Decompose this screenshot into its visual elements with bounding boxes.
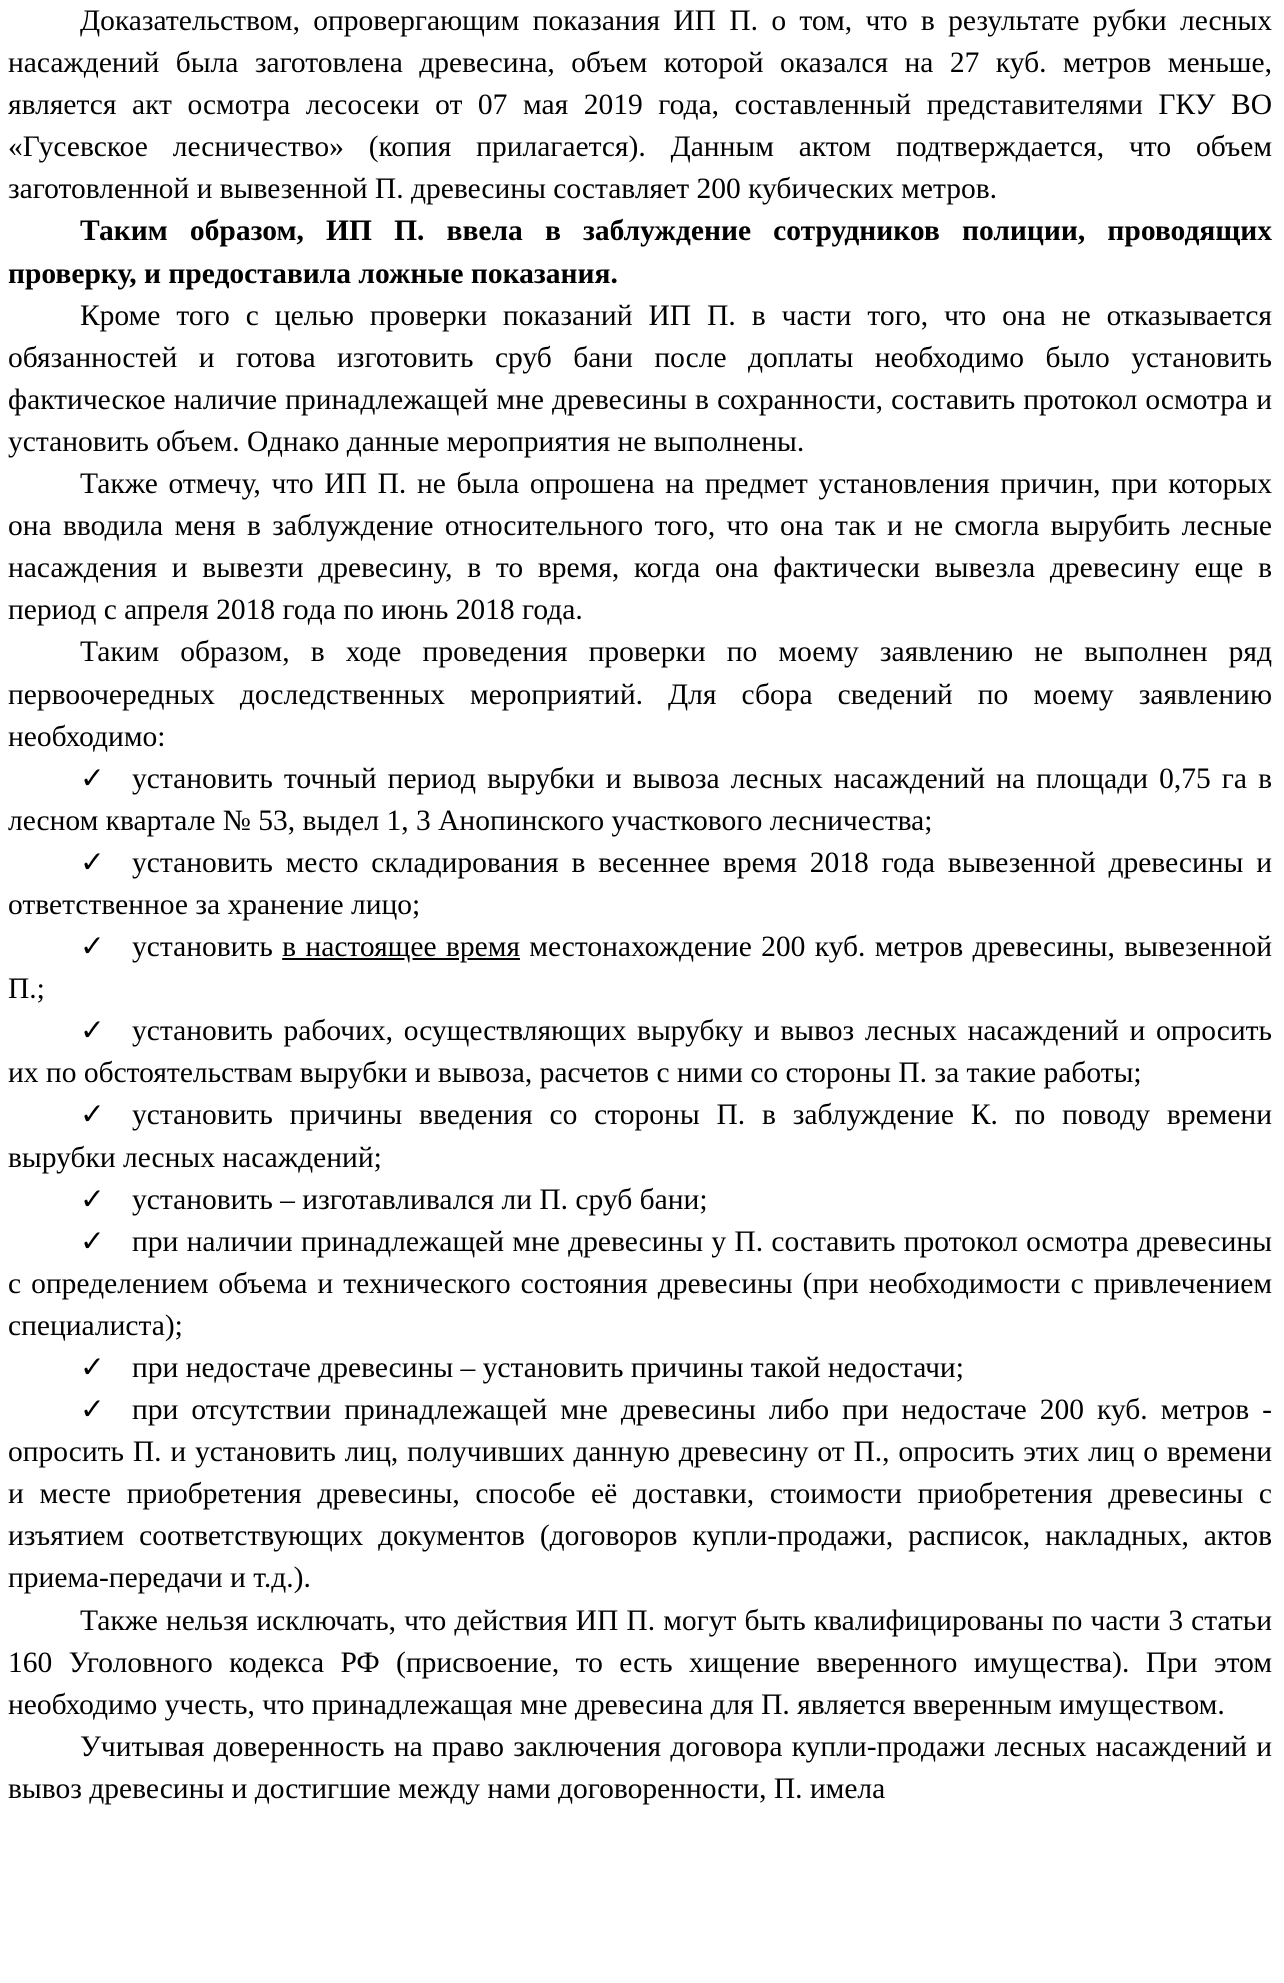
checkmark-icon: ✓ <box>80 846 105 879</box>
checkmark-icon: ✓ <box>80 931 105 964</box>
paragraph-article-160: Также нельзя исключать, что действия ИП П. могут быть квалифицированы по части 3 статьи 160 Уголовного кодекса РФ (присвоение, то есть хищение вверенного имущества). При этом необходимо учесть, что принадлежащая мне древесина для П. является вверенным имуществом. <box>8 1604 1272 1721</box>
list-item <box>8 1010 1272 1094</box>
checkmark-icon: ✓ <box>80 1015 105 1048</box>
checkmark-icon: ✓ <box>80 1225 105 1258</box>
list-item-text: при наличии принадлежащей мне древесины у П. составить протокол осмотра древесины с определением объема и технического состояния древесины (при необходимости с привлечением специалиста); <box>8 1225 1272 1342</box>
list-item <box>8 842 1272 926</box>
paragraph-not-questioned: Также отмечу, что ИП П. не была опрошена на предмет установления причин, при которых она вводила меня в заблуждение относительного того, что она так и не смогла вырубить лесные насаждения и вывезти древесину, в то время, когда она фактически вывезла древесину еще в период с апреля 2018 года по июнь 2018 года. <box>8 468 1272 627</box>
list-item-text-after: местонахождение 200 куб. метров древесины, вывезенной П.; <box>8 931 1273 1006</box>
checkmark-icon: ✓ <box>80 1099 105 1132</box>
list-item-text: при недостаче древесины – установить причины такой недостачи; <box>132 1352 964 1384</box>
checkmark-icon: ✓ <box>80 1352 105 1384</box>
list-item-text: установить – изготавливался ли П. сруб бани; <box>132 1183 708 1216</box>
list-item <box>8 1221 1272 1347</box>
list-item <box>8 1389 1272 1599</box>
list-item-text: установить причины введения со стороны П. в заблуждение К. по поводу времени вырубки лесных насаждений; <box>8 1099 1272 1174</box>
checkmark-icon: ✓ <box>80 1183 105 1216</box>
list-item <box>8 758 1272 842</box>
list-item-text: установить точный период вырубки и вывоза лесных насаждений на площади 0,75 га в лесном квартале № 53, выдел 1, 3 Анопинского участкового лесничества; <box>8 762 1272 837</box>
checkmark-icon: ✓ <box>80 762 105 795</box>
list-item-underlined-text: в настоящее время <box>282 931 520 964</box>
list-item <box>8 1347 1272 1389</box>
checkmark-icon: ✓ <box>80 1394 105 1427</box>
list-item-text: установить рабочих, осуществляющих вырубку и вывоз лесных насаждений и опросить их по обстоятельствам вырубки и вывоза, расчетов с ними со стороны П. за такие работы; <box>8 1015 1272 1090</box>
paragraph-measures-needed: Таким образом, в ходе проведения проверки по моему заявлению не выполнен ряд первоочередных доследственных мероприятий. Для сбора сведений по моему заявлению необходимо: <box>8 636 1272 753</box>
list-item-text: при отсутствии принадлежащей мне древесины либо при недостаче 200 куб. метров - опросить П. и установить лиц, получивших данную древесину от П., опросить этих лиц о времени и месте приобретения древесины, способе её доставки, стоимости приобретения древесины с изъятием соответствующих документов (договоров купли-продажи, расписок, накладных, актов приема-передачи и т.д.). <box>8 1394 1272 1595</box>
paragraph-verification: Кроме того с целью проверки показаний ИП П. в части того, что она не отказывается обязанностей и готова изготовить сруб бани после доплаты необходимо было установить фактическое наличие принадлежащей мне древесины в сохранности, составить протокол осмотра и установить объем. Однако данные мероприятия не выполнены. <box>8 299 1272 458</box>
list-item-text: установить место складирования в весеннее время 2018 года вывезенной древесины и ответственное за хранение лицо; <box>8 846 1272 921</box>
list-item <box>8 1094 1272 1178</box>
list-item <box>8 926 1272 1010</box>
list-item <box>8 1179 1272 1221</box>
paragraph-conclusion-bold: Таким образом, ИП П. ввела в заблуждение сотрудников полиции, проводящих проверку, и предоставила ложные показания. <box>8 215 1272 290</box>
paragraph-evidence: Доказательством, опровергающим показания ИП П. о том, что в результате рубки лесных насаждений была заготовлена древесина, объем которой оказался на 27 куб. метров меньше, является акт осмотра лесосеки от 07 мая 2019 года, составленный представителями ГКУ ВО «Гусевское лесничество» (копия прилагается). Данным актом подтверждается, что объем заготовленной и вывезенной П. древесины составляет 200 кубических метров. <box>8 5 1272 206</box>
list-item-text-before: установить <box>132 931 273 964</box>
paragraph-power-of-attorney: Учитывая доверенность на право заключения договора купли-продажи лесных насаждений и вывоз древесины и достигшие между нами договоренности, П. имела <box>8 1730 1272 1805</box>
